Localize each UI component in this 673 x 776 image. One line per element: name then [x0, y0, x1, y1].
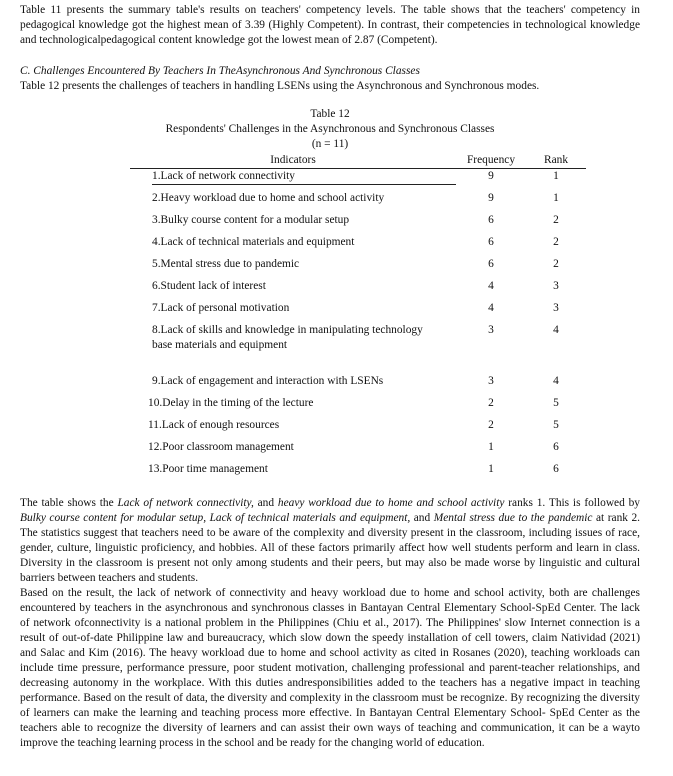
row-rank: 6 [553, 463, 559, 475]
row-frequency: 3 [488, 375, 494, 387]
row-indicator: 1.Lack of network connectivity [152, 169, 456, 185]
row-rank: 1 [553, 192, 559, 204]
p1-italic-4: Mental stress due to the pandemic [433, 512, 593, 524]
row-indicator: 4.Lack of technical materials and equipment [152, 236, 355, 248]
row-rank: 2 [553, 214, 559, 226]
row-frequency: 6 [488, 236, 494, 248]
table-row [130, 279, 586, 301]
section-heading: C. Challenges Encountered By Teachers In TheAsynchronous And Synchronous Classes [20, 65, 420, 77]
p1-italic-2: heavy workload due to home and school activity [277, 497, 505, 509]
row-indicator: 12.Poor classroom management [148, 441, 294, 453]
row-indicator: 7.Lack of personal motivation [152, 302, 290, 314]
row-frequency: 9 [488, 170, 494, 182]
row-indicator: 9.Lack of engagement and interaction with LSENs [152, 375, 384, 387]
discussion-paragraph-1 [20, 496, 640, 586]
p1-italic-1: Lack of network connectivity, [117, 497, 254, 509]
table-row [130, 235, 586, 257]
p1-italic-3: Bulky course content for modular setup, Lack of technical materials and equipment, [20, 512, 411, 524]
intro-paragraph: Table 11 presents the summary table's results on teachers' competency levels. The table shows that the teachers' competency in pedagogical knowledge got the highest mean of 3.39 (Highly Competent). In contrast, their competencies in technological knowledge and technologicalpedagogical content knowledge got the lowest mean of 2.87 (Competent). [20, 4, 640, 46]
row-rank: 1 [553, 170, 559, 182]
table-row [130, 301, 586, 323]
row-frequency: 2 [488, 419, 494, 431]
document-page [20, 3, 640, 751]
table-row [130, 323, 586, 374]
table-row [130, 257, 586, 279]
table-row [130, 374, 586, 396]
row-rank: 5 [553, 397, 559, 409]
row-frequency: 4 [488, 280, 494, 292]
challenges-table [130, 152, 586, 484]
row-indicator: 13.Poor time management [148, 463, 268, 475]
table-row [130, 169, 586, 192]
row-frequency: 4 [488, 302, 494, 314]
table-n: (n = 11) [311, 138, 349, 150]
p1-text-d: and [410, 512, 434, 524]
table-header-row [130, 152, 586, 169]
table-row [130, 213, 586, 235]
section-intro: Table 12 presents the challenges of teachers in handling LSENs using the Asynchronous and Synchronous modes. [20, 80, 540, 92]
header-frequency: Frequency [456, 152, 526, 169]
row-frequency: 9 [488, 192, 494, 204]
row-frequency: 3 [488, 324, 494, 336]
table-row [130, 462, 586, 484]
table-row [130, 440, 586, 462]
p1-text-e: at rank 2. The statistics suggest that teachers need to be aware of the complexity and diversity present in the classroom, including issues of race, gender, culture, linguistic proficiency, and hobbies. All of these factors primarily affect how well students perform and learn in class. Diversity in the classroom is present not only among students and their peers, but may also be made worse by linguistic and cultural barriers between teachers and students. [20, 512, 640, 584]
row-indicator: 10.Delay in the timing of the lecture [148, 397, 314, 409]
row-frequency: 1 [488, 463, 494, 475]
row-rank: 2 [553, 258, 559, 270]
row-indicator: 2.Heavy workload due to home and school activity [152, 192, 385, 204]
row-rank: 4 [553, 324, 559, 336]
table-number: Table 12 [310, 108, 350, 120]
row-frequency: 2 [488, 397, 494, 409]
row-rank: 4 [553, 375, 559, 387]
table-title: Respondents' Challenges in the Asynchronous and Synchronous Classes [165, 123, 495, 135]
row-rank: 3 [553, 302, 559, 314]
p1-text-b: and [253, 497, 278, 509]
row-indicator: 6.Student lack of interest [152, 280, 266, 292]
header-rank: Rank [526, 152, 586, 169]
table-row [130, 418, 586, 440]
header-indicators: Indicators [130, 152, 456, 169]
row-indicator: 11.Lack of enough resources [148, 419, 280, 431]
table-caption [20, 107, 640, 152]
row-rank: 5 [553, 419, 559, 431]
row-frequency: 6 [488, 258, 494, 270]
row-indicator: 5.Mental stress due to pandemic [152, 258, 300, 270]
row-frequency: 6 [488, 214, 494, 226]
row-frequency: 1 [488, 441, 494, 453]
row-rank: 3 [553, 280, 559, 292]
row-rank: 2 [553, 236, 559, 248]
p1-text-a: The table shows the [20, 497, 118, 509]
table-row [130, 396, 586, 418]
row-rank: 6 [553, 441, 559, 453]
row-indicator: 3.Bulky course content for a modular setup [152, 214, 350, 226]
discussion-paragraph-2: Based on the result, the lack of network of connectivity and heavy workload due to home and school activity, both are challenges encountered by teachers in the asynchronous and synchronous classes in Bantayan Central Elementary School-SpEd Center. The lack of network ofconnectivity is a national problem in the Philippines (Chiu et al., 2017). The Philippines' slow Internet connection is a result of out-of-date Philippine law and bureaucracy, which slow down the speedy installation of cell towers, claim Natividad (2021) and Salac and Kim (2016). The heavy workload due to home and school activity as cited in Rosanes (2020), teaching workloads can include time pressure, performance pressure, poor student motivation, challenging professional and parent-teacher relationships, and decreasing autonomy in the workplace. With this duties andresponsibilities added to the teachers has a negative impact in teaching performance. Based on the result of data, the diversity and complexity in the classroom must be recognize. By recognizing the diversity of learners can make the learning and teaching process more effective. In Bantayan Central Elementary School- SpEd Center as the teachers able to recognize the diversity of learners and can assist their own ways of teaching and communication, it can be a wayto improve the teaching learning process in the school and be ready for the changing world of education. [20, 587, 640, 749]
row-indicator: 8.Lack of skills and knowledge in manipulating technology base materials and equipment [152, 324, 423, 351]
p1-text-c: ranks 1. This is followed by [504, 497, 640, 509]
table-row [130, 191, 586, 213]
